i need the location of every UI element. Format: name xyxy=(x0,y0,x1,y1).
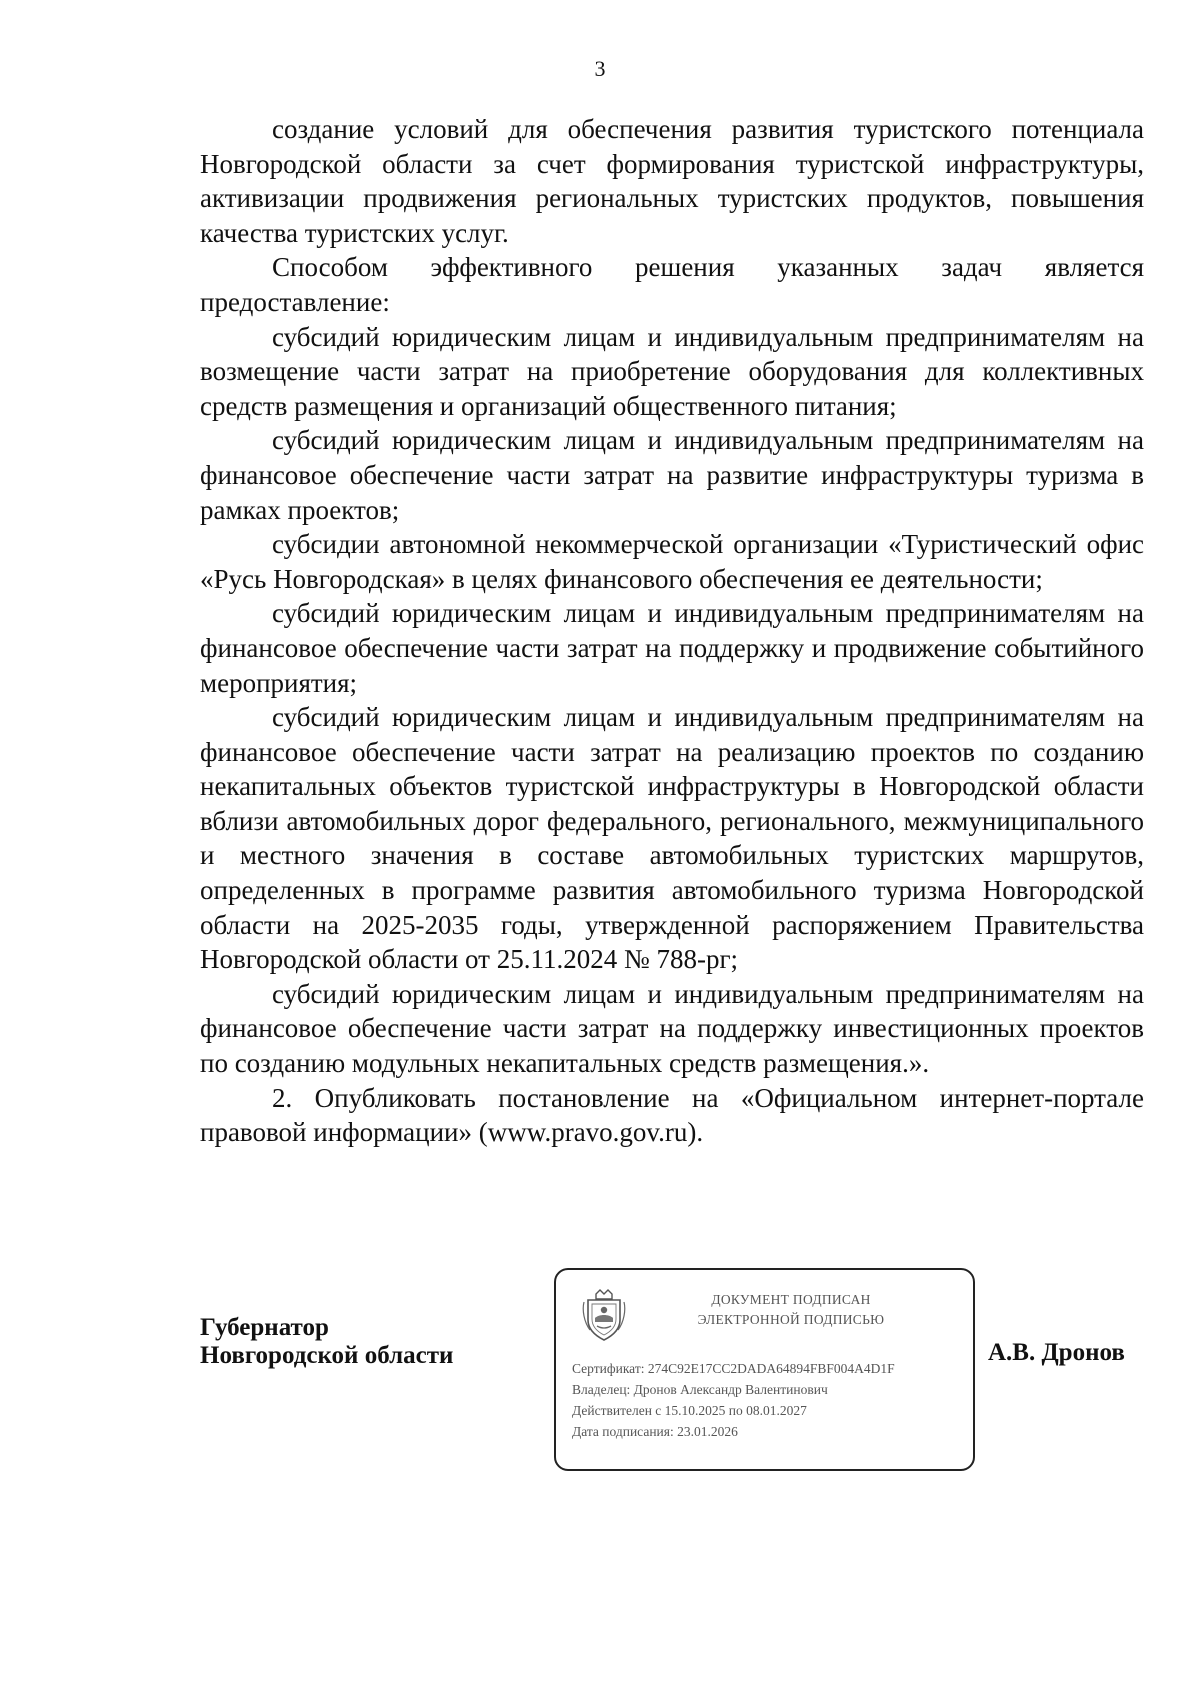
stamp-heading-line2: ЭЛЕКТРОННОЙ ПОДПИСЬЮ xyxy=(697,1312,885,1327)
page-number: 3 xyxy=(594,56,606,81)
paragraph-subsidy-equipment: субсидий юридическим лицам и индивидуальным предпринимателям на возмещение части затрат на приобретение оборудования для коллективных средств размещения и организаций общественного питания; xyxy=(200,321,1144,421)
electronic-signature-stamp xyxy=(554,1268,975,1471)
paragraph-subsidy-event: субсидий юридическим лицам и индивидуальным предпринимателям на финансовое обеспечение части затрат на поддержку и продвижение событийного мероприятия; xyxy=(200,598,1144,698)
stamp-details xyxy=(572,1358,895,1442)
novgorod-coat-of-arms-icon xyxy=(582,1288,626,1342)
stamp-validity: Действителен с 15.10.2025 по 08.01.2027 xyxy=(572,1403,807,1418)
document-body xyxy=(200,112,1144,1150)
stamp-signed-date: Дата подписания: 23.01.2026 xyxy=(572,1424,738,1439)
stamp-owner: Владелец: Дронов Александр Валентинович xyxy=(572,1382,828,1397)
signatory-name: А.В. Дронов xyxy=(988,1339,1125,1366)
stamp-heading xyxy=(666,1290,916,1330)
paragraph-subsidy-infrastructure: субсидий юридическим лицам и индивидуальным предпринимателям на финансовое обеспечение части затрат на развитие инфраструктуры туризма в рамках проектов; xyxy=(200,425,1144,525)
signatory-position-line1: Губернатор xyxy=(200,1314,329,1341)
stamp-certificate: Сертификат: 274C92E17CC2DADA64894FBF004A4D1F xyxy=(572,1361,895,1376)
paragraph-subsidy-tourist-office: субсидии автономной некоммерческой организации «Туристический офис «Русь Новгородская» в целях финансового обеспечения ее деятельности; xyxy=(200,529,1144,594)
paragraph-subsidy-roadside-objects: субсидий юридическим лицам и индивидуальным предпринимателям на финансовое обеспечение части затрат на реализацию проектов по созданию некапитальных объектов туристской инфраструктуры в Новгородской области вблизи автомобильных дорог федерального, регионального, межмуниципального и местного значения в составе автомобильных туристских маршрутов, определенных в программе развития автомобильного туризма Новгородской области на 2025-2035 годы, утвержденной распоряжением Правительства Новгородской области от 25.11.2024 № 788-рг; xyxy=(200,702,1144,975)
paragraph-goal: создание условий для обеспечения развития туристского потенциала Новгородской области за счет формирования туристской инфраструктуры, активизации продвижения региональных туристских продуктов, повышения качества туристских услуг. xyxy=(200,114,1144,248)
paragraph-method-intro: Способом эффективного решения указанных задач является предоставление: xyxy=(200,252,1144,317)
signatory-position xyxy=(200,1314,453,1370)
signatory-position-line2: Новгородской области xyxy=(200,1342,454,1369)
paragraph-subsidy-modular: субсидий юридическим лицам и индивидуальным предпринимателям на финансовое обеспечение части затрат на поддержку инвестиционных проектов по созданию модульных некапитальных средств размещения.». xyxy=(200,978,1144,1079)
stamp-heading-line1: ДОКУМЕНТ ПОДПИСАН xyxy=(711,1292,871,1307)
paragraph-publication: 2. Опубликовать постановление на «Официальном интернет-портале правовой информации» (www.pravo.gov.ru). xyxy=(200,1082,1144,1148)
